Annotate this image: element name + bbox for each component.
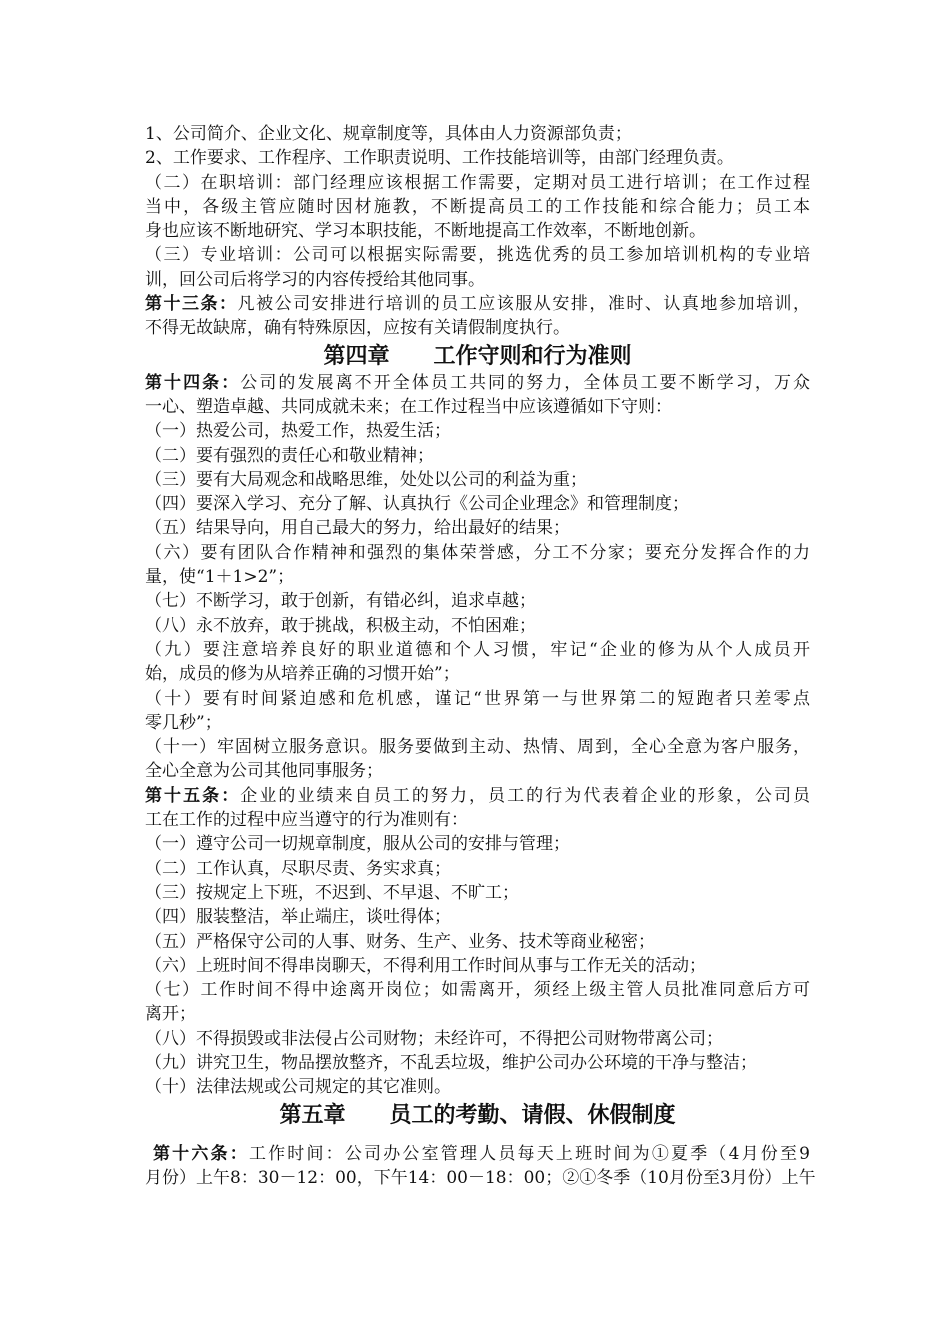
list-item: （九）要注意培养良好的职业道德和个人习惯，牢记“企业的修为从个人成员开	[145, 639, 810, 660]
chapter-4-number: 第四章	[323, 342, 390, 369]
article-16-line-2: 月份）上午8：30－12：00，下午14：00－18：00；②①冬季（10月份至3月份）上午	[145, 1167, 816, 1188]
list-item: （六）要有团队合作精神和强烈的集体荣誉感，分工不分家；要充分发挥合作的力	[145, 542, 810, 563]
paragraph-line: 1、公司简介、企业文化、规章制度等，具体由人力资源部负责；	[145, 124, 632, 144]
article-15-label: 第十五条：	[145, 785, 241, 806]
list-item: （五）结果导向，用自己最大的努力，给出最好的结果；	[145, 518, 570, 539]
list-item: （一）热爱公司，热爱工作，热爱生活；	[145, 421, 451, 442]
article-15-line-1: 第十五条：企业的业绩来自员工的努力，员工的行为代表着企业的形象，公司员	[145, 785, 811, 806]
chapter-5-title: 员工的考勤、请假、休假制度	[389, 1101, 676, 1128]
list-item: （八）永不放弃，敢于挑战，积极主动，不怕困难；	[145, 615, 536, 636]
list-item: （三）按规定上下班，不迟到、不早退、不旷工；	[145, 882, 519, 903]
list-item: 零几秒”；	[145, 712, 222, 733]
paragraph-line: （三）专业培训：公司可以根据实际需要，挑选优秀的员工参加培训机构的专业培	[145, 245, 810, 266]
paragraph-line: 训，回公司后将学习的内容传授给其他同事。	[145, 269, 485, 290]
paragraph-line: （二）在职培训：部门经理应该根据工作需要，定期对员工进行培训；在工作过程	[145, 172, 810, 193]
spacer	[145, 1130, 810, 1142]
article-14-label: 第十四条：	[145, 372, 241, 393]
chapter-5-number: 第五章	[279, 1101, 346, 1128]
article-14-line-1: 第十四条：公司的发展离不开全体员工共同的努力，全体员工要不断学习，万众	[145, 372, 811, 393]
list-item: （八）不得损毁或非法侵占公司财物；未经许可，不得把公司财物带离公司；	[145, 1028, 723, 1049]
list-item: （四）服装整洁，举止端庄，谈吐得体；	[145, 907, 451, 928]
list-item: （十）法律法规或公司规定的其它准则。	[145, 1077, 451, 1098]
list-item: 始，成员的修为从培养正确的习惯开始”；	[145, 664, 460, 685]
list-item: （七）不断学习，敢于创新，有错必纠，追求卓越；	[145, 591, 536, 612]
article-13-line-1: 第十三条：凡被公司安排进行培训的员工应该服从安排，准时、认真地参加培训，	[145, 294, 811, 315]
list-item: （三）要有大局观念和战略思维，处处以公司的利益为重；	[145, 469, 587, 490]
paragraph-line: 身也应该不断地研究、学习本职技能，不断地提高工作效率，不断地创新。	[145, 221, 706, 242]
paragraph-line: 2、工作要求、工作程序、工作职责说明、工作技能培训等，由部门经理负责。	[145, 148, 734, 169]
chapter-5-heading	[145, 1100, 810, 1130]
article-16-label: 第十六条：	[153, 1143, 249, 1164]
list-item: （二）要有强烈的责任心和敬业精神；	[145, 445, 434, 466]
list-item: （六）上班时间不得串岗聊天，不得利用工作时间从事与工作无关的活动；	[145, 955, 706, 976]
chapter-4-title: 工作守则和行为准则	[433, 342, 632, 369]
list-item: （四）要深入学习、充分了解、认真执行《公司企业理念》和管理制度；	[145, 494, 689, 515]
list-item: 全心全意为公司其他同事服务；	[145, 761, 383, 782]
article-14-line-2: 一心、塑造卓越、共同成就未来；在工作过程当中应该遵循如下守则：	[145, 396, 672, 417]
list-item: （九）讲究卫生，物品摆放整齐，不乱丢垃圾，维护公司办公环境的干净与整洁；	[145, 1052, 757, 1073]
list-item: （二）工作认真，尽职尽责、务实求真；	[145, 858, 451, 879]
list-item: （十）要有时间紧迫感和危机感，谨记“世界第一与世界第二的短跑者只差零点	[145, 688, 810, 709]
article-13-label: 第十三条：	[145, 294, 238, 315]
paragraph-line: 当中，各级主管应随时因材施教，不断提高员工的工作技能和综合能力；员工本	[145, 196, 810, 217]
article-16-line-1: 第十六条：工作时间：公司办公室管理人员每天上班时间为①夏季（4月份至9	[153, 1143, 810, 1164]
document-page	[145, 122, 816, 1190]
article-15-line-2: 工在工作的过程中应当遵守的行为准则有：	[145, 810, 468, 831]
list-item: （五）严格保守公司的人事、财务、生产、业务、技术等商业秘密；	[145, 931, 655, 952]
list-item: 离开；	[145, 1004, 196, 1025]
list-item: 量，使“1＋1>2”；	[145, 567, 295, 588]
list-item: （一）遵守公司一切规章制度，服从公司的安排与管理；	[145, 834, 570, 855]
list-item: （十一）牢固树立服务意识。服务要做到主动、热情、周到，全心全意为客户服务，	[145, 737, 810, 758]
chapter-4-heading	[145, 341, 810, 371]
list-item: （七）工作时间不得中途离开岗位；如需离开，须经上级主管人员批准同意后方可	[145, 980, 810, 1001]
article-13-line-2: 不得无故缺席，确有特殊原因，应按有关请假制度执行。	[145, 318, 570, 339]
